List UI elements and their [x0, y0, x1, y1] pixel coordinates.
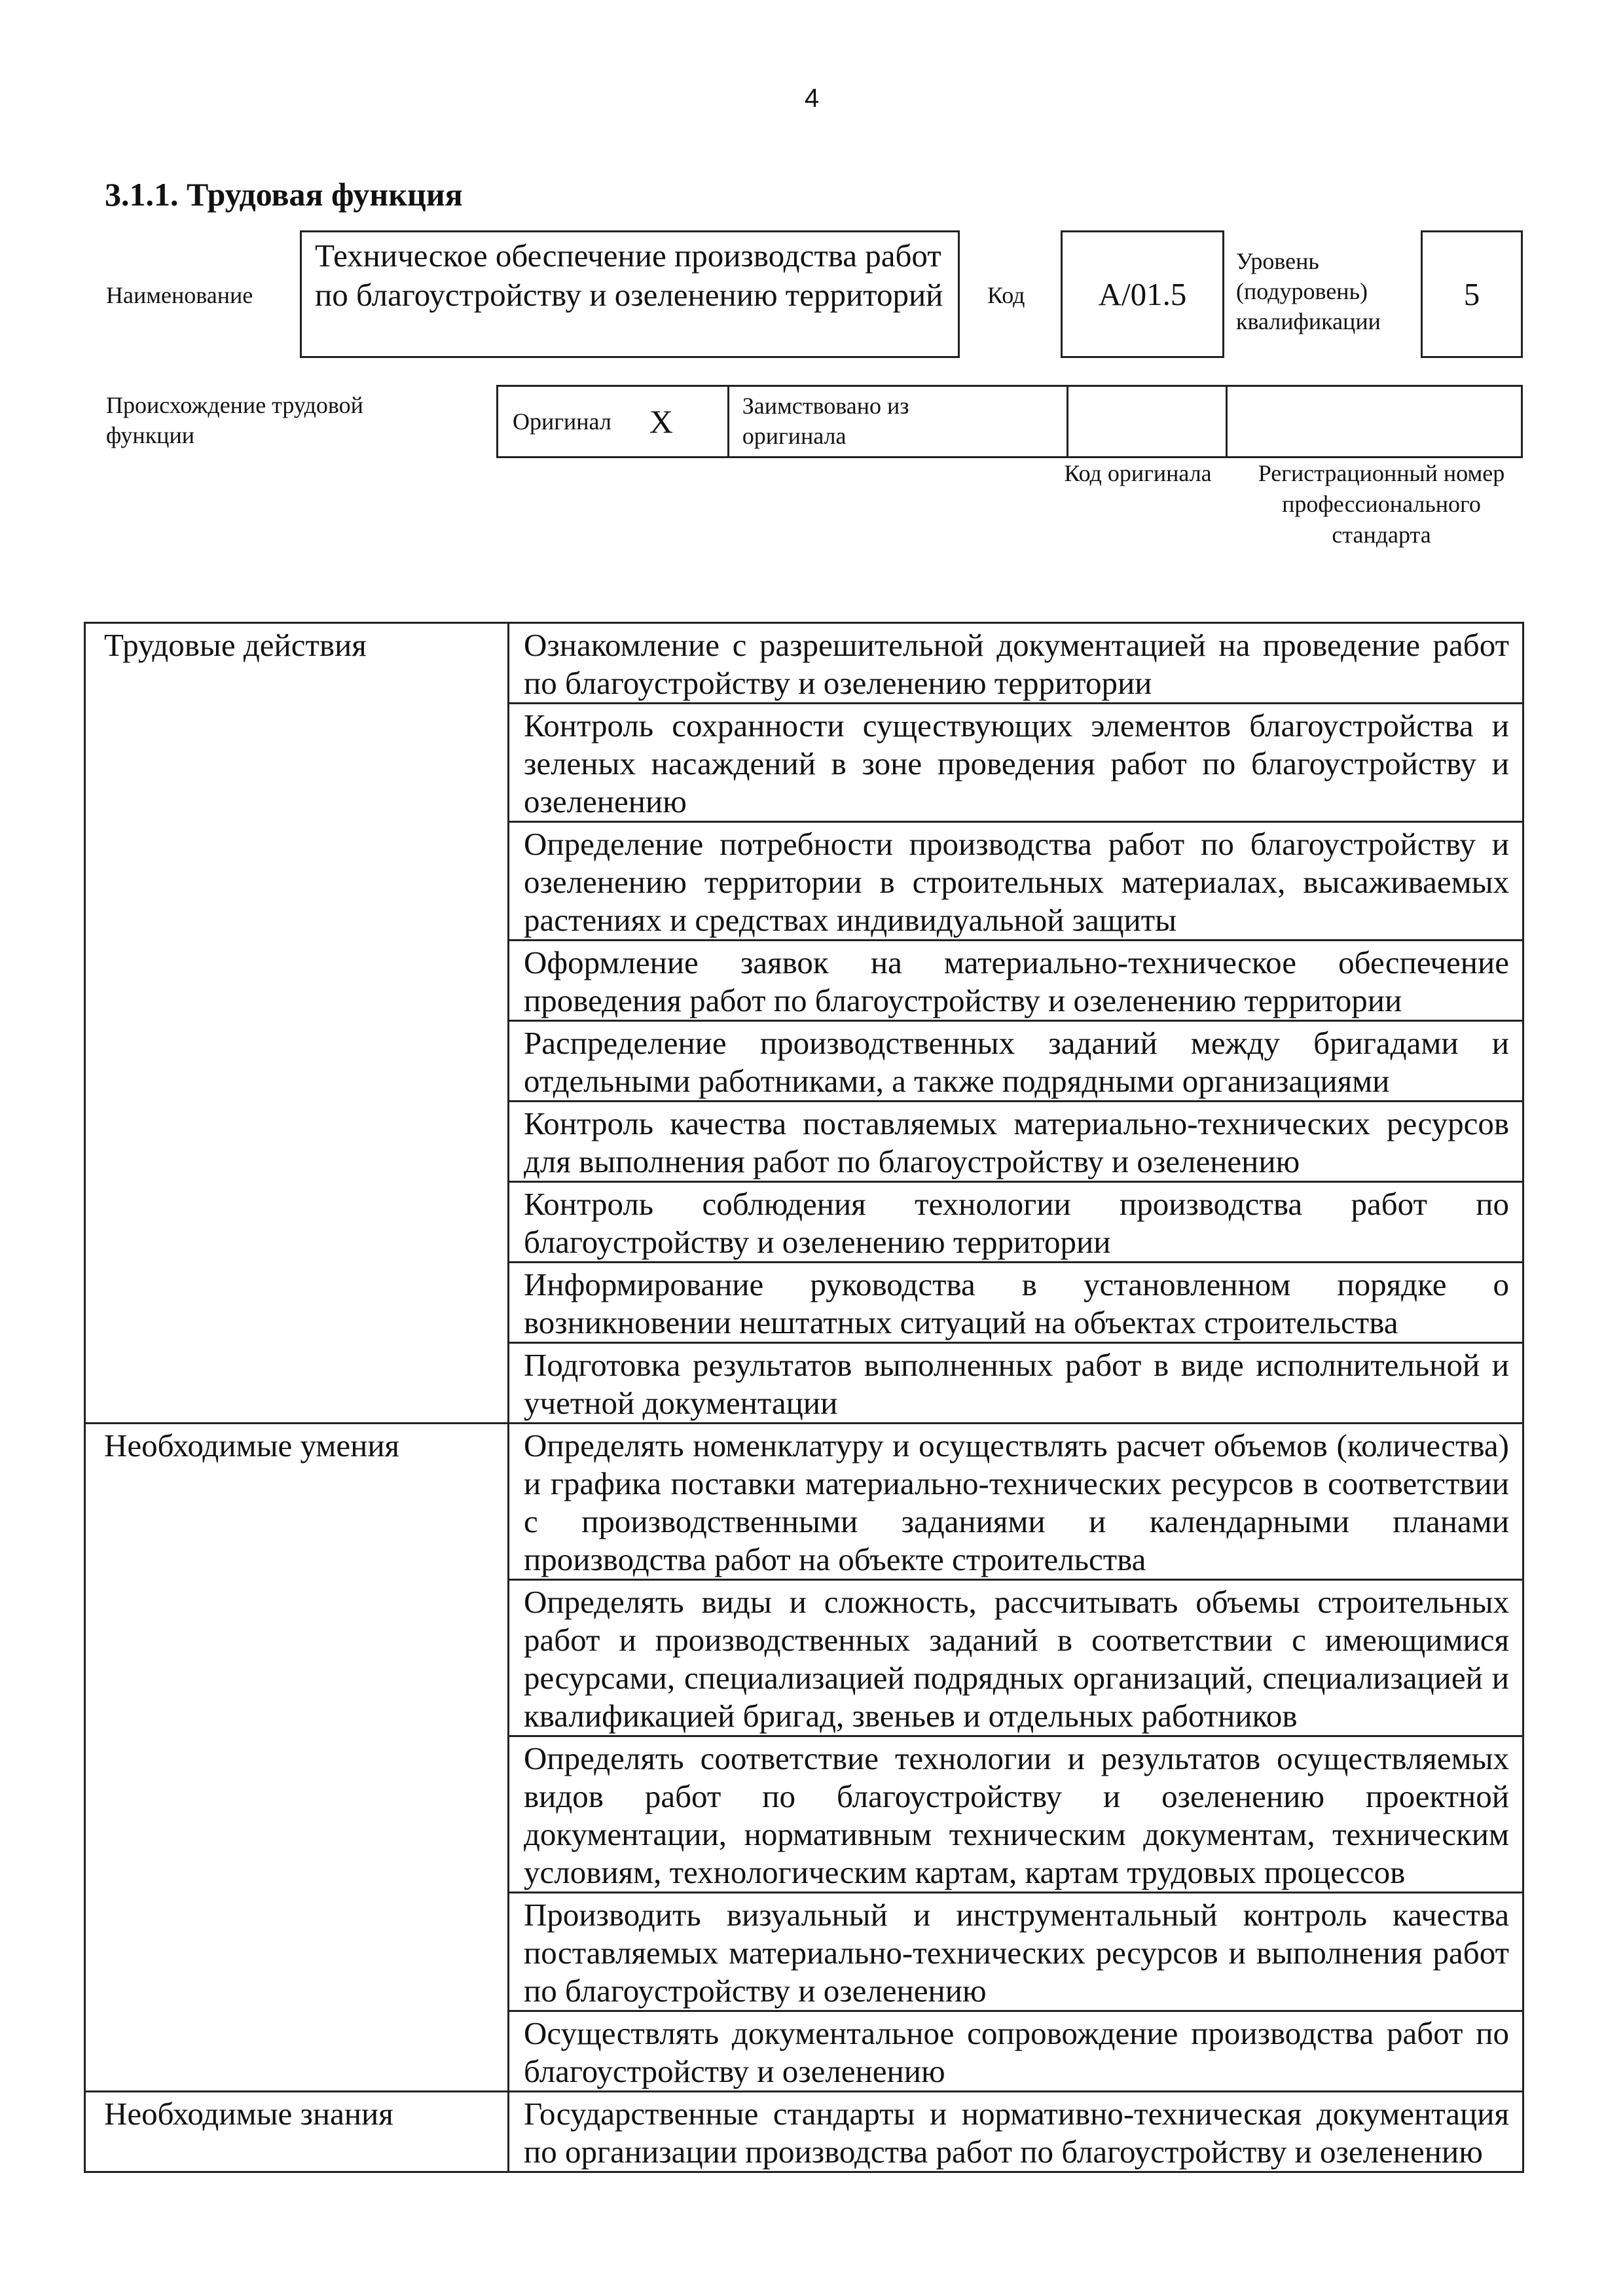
code-original-caption: Код оригинала	[1064, 460, 1212, 486]
labor-function-table	[84, 622, 1524, 2173]
action-item: Подготовка результатов выполненных работ в виде исполнительной и учетной документации	[509, 1343, 1523, 1424]
table-row	[85, 623, 1523, 704]
origin-label: Происхождение трудовой функции	[106, 392, 363, 448]
level-label: Уровень (подуровень) квалификации	[1236, 248, 1381, 334]
skill-item: Осуществлять документальное сопровождение производства работ по благоустройству и озеленению	[509, 2011, 1523, 2092]
code-value: А/01.5	[1098, 276, 1187, 312]
knowledge-label: Необходимые знания	[85, 2092, 509, 2172]
borrowed-cell	[729, 387, 1068, 456]
name-label: Наименование	[106, 282, 253, 308]
page-number: 4	[804, 84, 820, 113]
original-mark: X	[649, 403, 673, 440]
table-row	[85, 2092, 1523, 2172]
skill-item: Производить визуальный и инструментальный контроль качества поставляемых материально-технических ресурсов и выполнения работ по благоустройству и озеленению	[509, 1893, 1523, 2011]
code-box	[1061, 230, 1224, 358]
skill-item: Определять номенклатуру и осуществлять расчет объемов (количества) и графика поставки материально-технических ресурсов в соответствии с производственными заданиями и календарными планами производства работ на объекте строительства	[509, 1424, 1523, 1580]
actions-label: Трудовые действия	[85, 623, 509, 1424]
knowledge-item: Государственные стандарты и нормативно-техническая документация по организации производства работ по благоустройству и озеленению	[509, 2092, 1523, 2172]
original-cell	[498, 387, 729, 456]
skill-item: Определять соответствие технологии и результатов осуществляемых видов работ по благоустройству и озеленению проектной документации, нормативным техническим документам, техническим условиям, технологическим картам, картам трудовых процессов	[509, 1736, 1523, 1893]
action-item: Информирование руководства в установленном порядке о возникновении нештатных ситуаций на объектах строительства	[509, 1263, 1523, 1343]
reg-number-cell	[1228, 387, 1521, 456]
action-item: Распределение производственных заданий между бригадами и отдельными работниками, а также подрядными организациями	[509, 1021, 1523, 1102]
level-value: 5	[1463, 276, 1480, 312]
borrowed-label: Заимствовано из оригинала	[742, 393, 909, 449]
action-item: Определение потребности производства работ по благоустройству и озеленению территории в строительных материалах, высаживаемых растениях и средствах индивидуальной защиты	[509, 822, 1523, 941]
section-title: 3.1.1. Трудовая функция	[105, 176, 463, 213]
action-item: Контроль сохранности существующих элементов благоустройства и зеленых насаждений в зоне проведения работ по благоустройству и озеленению	[509, 704, 1523, 822]
action-item: Контроль качества поставляемых материально-технических ресурсов для выполнения работ по благоустройству и озеленению	[509, 1102, 1523, 1182]
origin-table	[496, 385, 1523, 458]
original-label: Оригинал	[513, 408, 611, 435]
skill-item: Определять виды и сложность, рассчитывать объемы строительных работ и производственных заданий в соответствии с имеющимися ресурсами, специализацией подрядных организаций, специализацией и квалификацией бригад, звеньев и отдельных работников	[509, 1580, 1523, 1736]
level-box	[1421, 230, 1523, 358]
action-item: Контроль соблюдения технологии производства работ по благоустройству и озеленению территории	[509, 1182, 1523, 1263]
function-name-box	[300, 230, 960, 358]
action-item: Ознакомление с разрешительной документацией на проведение работ по благоустройству и озеленению территории	[509, 623, 1523, 704]
skills-label: Необходимые умения	[85, 1424, 509, 2092]
code-original-cell	[1068, 387, 1228, 456]
table-row	[85, 1424, 1523, 1580]
action-item: Оформление заявок на материально-техническое обеспечение проведения работ по благоустройству и озеленению территории	[509, 941, 1523, 1021]
code-label: Код	[987, 282, 1025, 308]
function-name-value: Техническое обеспечение производства работ по благоустройству и озеленению территорий	[315, 238, 943, 313]
reg-number-caption: Регистрационный номер профессионального стандарта	[1258, 460, 1505, 548]
